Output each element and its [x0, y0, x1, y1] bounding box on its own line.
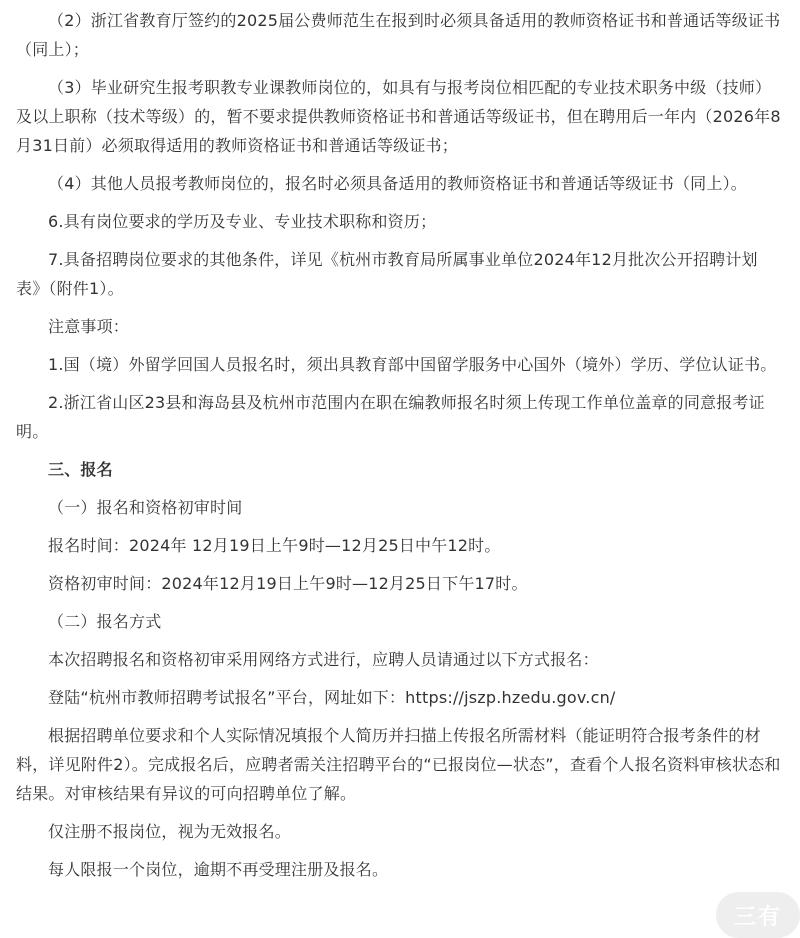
paragraph-note-2: 2.浙江省山区23县和海岛县及杭州市范围内在职在编教师报名时须上传现工作单位盖章的同意报考证明。	[16, 393, 765, 441]
paragraph-note-1: 1.国（境）外留学回国人员报名时，须出具教育部中国留学服务中心国外（境外）学历、学位认证书。	[48, 355, 777, 374]
paragraph-requirement-6: 6.具有岗位要求的学历及专业、专业技术职称和资历；	[48, 212, 437, 231]
paragraph-review-time: 资格初审时间：2024年12月19日上午9时—12月25日下午17时。	[48, 574, 528, 593]
subheading-registration-time: （一）报名和资格初审时间	[48, 498, 243, 517]
paragraph-invalid-registration: 仅注册不报岗位，视为无效报名。	[48, 822, 292, 841]
section-heading-registration: 三、报名	[48, 460, 113, 479]
watermark-logo: 三有	[716, 892, 800, 938]
paragraph-other-applicants: （4）其他人员报考教师岗位的，报名时必须具备适用的教师资格证书和普通话等级证书（同上）。	[48, 174, 747, 193]
paragraph-registration-time: 报名时间：2024年 12月19日上午9时—12月25日中午12时。	[48, 536, 501, 555]
paragraph-public-normal-students: （2）浙江省教育厅签约的2025届公费师范生在报到时必须具备适用的教师资格证书和普通话等级证书（同上）；	[16, 11, 781, 59]
paragraph-fill-resume: 根据招聘单位要求和个人实际情况填报个人简历并扫描上传报名所需材料（能证明符合报考条件的材料，详见附件2）。完成报名后，应聘者需关注招聘平台的“已报岗位—状态”，查看个人报名资料审核状态和结果。对审核结果有异议的可向招聘单位了解。	[16, 726, 781, 803]
paragraph-notes-title: 注意事项：	[48, 317, 130, 336]
paragraph-one-position-limit: 每人限报一个岗位，逾期不再受理注册及报名。	[48, 860, 389, 879]
subheading-registration-method: （二）报名方式	[48, 612, 162, 631]
paragraph-graduate-vocational: （3）毕业研究生报考职教专业课教师岗位的，如具有与报考岗位相匹配的专业技术职务中级（技师）及以上职称（技术等级）的，暂不要求提供教师资格证书和普通话等级证书，但在聘用后一年内（2026年8月31日前）必须取得适用的教师资格证书和普通话等级证书；	[16, 78, 781, 155]
paragraph-online-registration: 本次招聘报名和资格初审采用网络方式进行，应聘人员请通过以下方式报名：	[48, 650, 599, 669]
paragraph-platform-url[interactable]: 登陆“杭州市教师招聘考试报名”平台，网址如下：https://jszp.hzedu.gov.cn/	[48, 688, 616, 707]
paragraph-requirement-7: 7.具备招聘岗位要求的其他条件，详见《杭州市教育局所属事业单位2024年12月批次公开招聘计划表》（附件1）。	[16, 250, 758, 298]
